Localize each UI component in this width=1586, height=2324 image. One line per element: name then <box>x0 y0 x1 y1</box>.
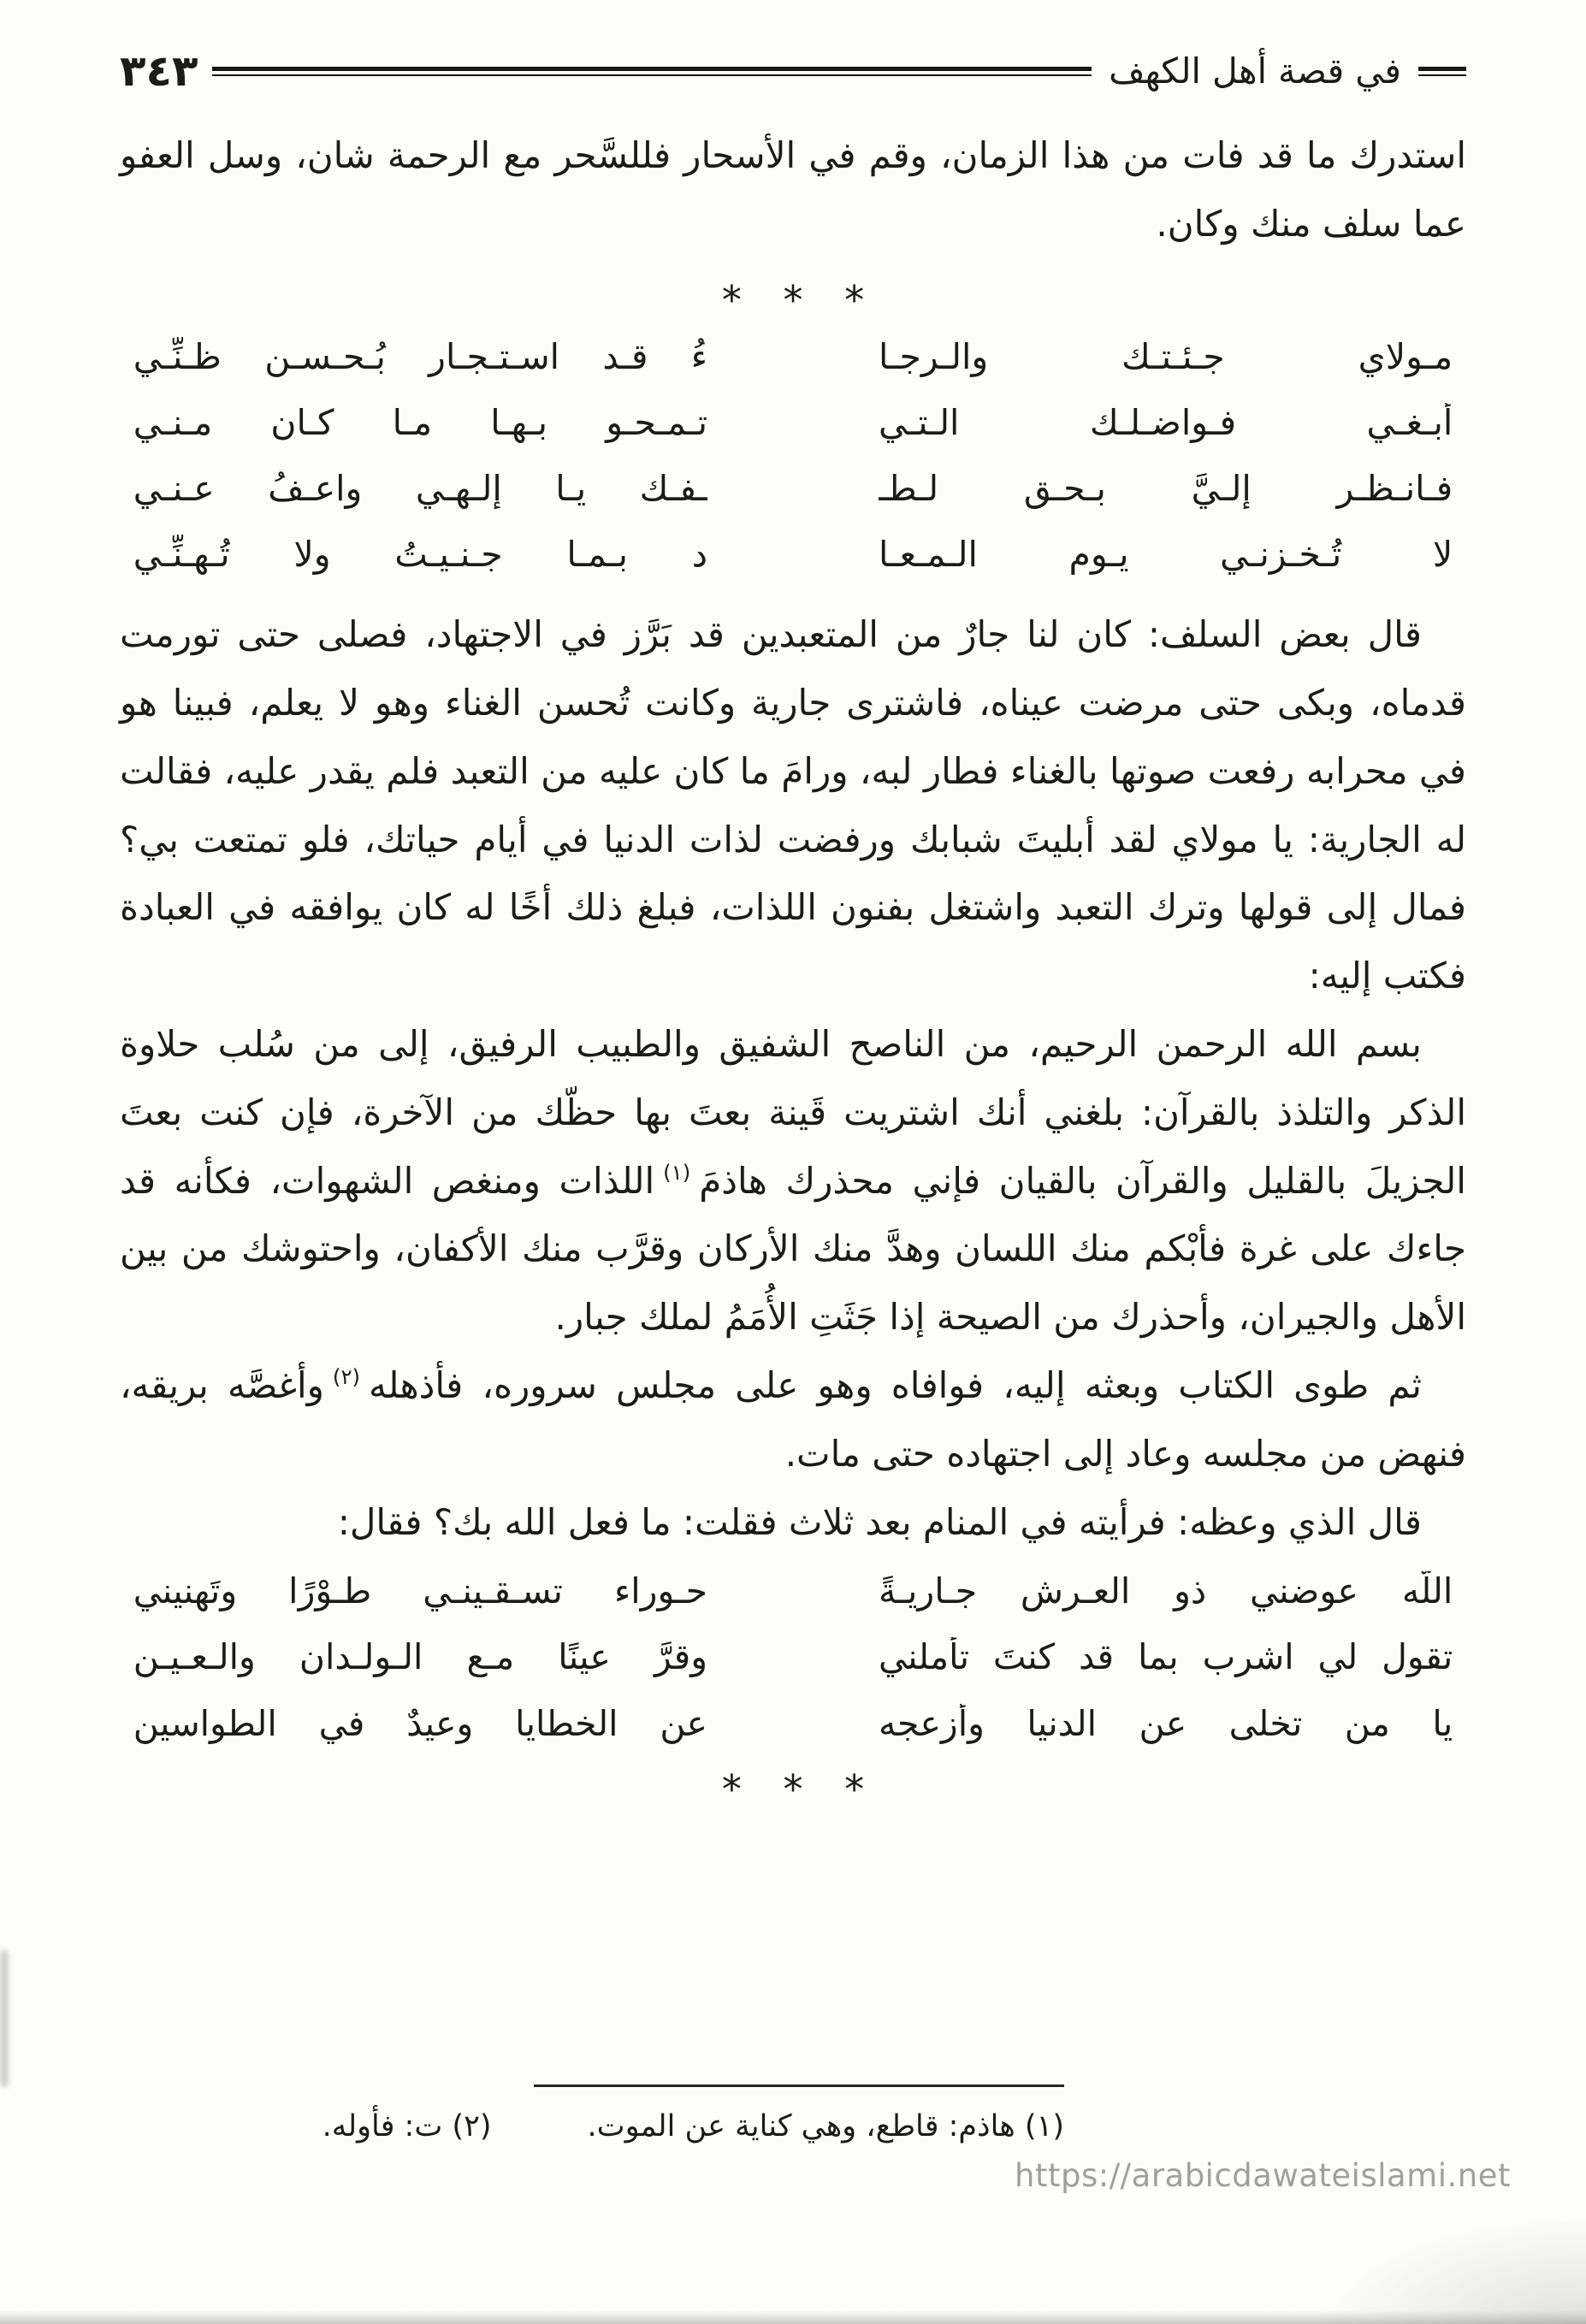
header-rule-stub <box>1418 67 1466 76</box>
running-title: في قصة أهل الكهف <box>1109 50 1401 92</box>
page-header <box>120 46 1466 96</box>
scan-artifact-bottom-edge <box>0 2310 1586 2324</box>
hemistich-right: فـانـظـر إلـيَّ بـحـق لـطـ <box>879 468 1453 509</box>
hemistich-left: عن الخطايا وعيدٌ في الطواسين <box>133 1703 707 1744</box>
poem-verse <box>133 337 1453 377</box>
poem-1 <box>133 337 1453 576</box>
hemistich-left: ءُ قـد اسـتـجـار بُـحـسـن ظـنِّـي <box>133 336 707 377</box>
hemistich-left: د بـمـا جـنـيـتُ ولا تُـهـنِّـي <box>133 535 707 576</box>
paragraph-salaf-story: قال بعض السلف: كان لنا جارٌ من المتعبدين قد بَرَّز في الاجتهاد، فصلى حتى تورمت قدماه، وبكى حتى مرضت عيناه، فاشترى جارية وكانت تُحسن الغناء وهو لا يعلم، فبينا هو في محرابه رفعت صوتها بالغناء فطار لبه، ورامَ ما كان عليه من التعبد فلم يقدر عليه، فقالت له الجارية: يا مولاي لقد أبليتَ شبابك ورفضت لذات الدنيا في أيام حياتك، فلو تمتعت بي؟ فمال إلى قولها وترك التعبد واشتغل بفنون اللذات، فبلغ ذلك أخًا له كان يوافقه في العبادة فكتب إليه: <box>120 613 1466 997</box>
hemistich-left: تـمـحـو بـهـا مـا كـان مـنـي <box>133 402 707 443</box>
footnote-marker-1: (١) <box>663 1159 691 1185</box>
letter-text-before-marker: بسم الله الرحمن الرحيم، من الناصح الشفيق والطبيب الرفيق، إلى من سُلب حلاوة الذكر والتلذذ بالقرآن: بلغني أنك اشتريت قَينة بعتَ بها حظّك من الآخرة، فإن كنت بعتَ الجزيلَ بالقليل والقرآن بالقيان فإني محذرك هاذمَ <box>120 1022 1466 1202</box>
hemistich-right: أبـغـي فـواضـلـك الـتـي <box>879 402 1453 443</box>
poem-verse <box>133 535 1453 575</box>
poem-verse <box>133 469 1453 509</box>
asterisk-separator: * * * <box>721 276 865 323</box>
hemistich-right: تقول لي اشرب بما قد كنتَ تأْملني <box>879 1637 1453 1678</box>
scan-artifact-left-smudge <box>0 1950 9 2087</box>
poem-verse <box>133 1704 1453 1744</box>
paragraph-intro: استدرك ما قد فات من هذا الزمان، وقم في الأسحار فللسَّحر مع الرحمة شان، وسل العفو عما سلف منك وكان. <box>120 134 1466 245</box>
footnote-line <box>120 2104 1466 2150</box>
footnote-divider <box>534 2085 1064 2087</box>
sent-text-after-marker: وأغصَّه بريقه، فنهض من مجلسه وعاد إلى اجتهاده حتى مات. <box>120 1363 1466 1475</box>
paragraph-letter-sent <box>120 1351 1466 1488</box>
hemistich-right: يا من تخلى عن الدنيا وأزعجه <box>879 1703 1453 1744</box>
footnote-1: (١) هاذم: قاطع، وهي كناية عن الموت. <box>587 2108 1064 2144</box>
poem-verse <box>133 1571 1453 1611</box>
hemistich-left: وقرَّ عينًا مـع الـولـدان والـعـيـن <box>133 1637 707 1678</box>
paragraph-dream: قال الذي وعظه: فرأيته في المنام بعد ثلاث فقلت: ما فعل الله بك؟ فقال: <box>337 1500 1422 1543</box>
asterisk-separator: * * * <box>721 1765 865 1812</box>
page-number: ٣٤٣ <box>120 46 198 96</box>
hemistich-right: مـولاي جـئـتـك والـرجـا <box>879 336 1453 377</box>
letter-text-after-marker: اللذات ومنغص الشهوات، فكأنه قد جاءك على غرة فأبْكم منك اللسان وهدَّ منك الأركان وقرَّب منك الأكفان، واحتوشك من بين الأهل والجيران، وأحذرك من الصيحة إذا جَثَتِ الأُمَمُ لملك جبار. <box>120 1159 1466 1339</box>
scan-artifact-corner-shade <box>1312 2213 1586 2324</box>
header-rule <box>212 67 1092 76</box>
poem-verse <box>133 1637 1453 1677</box>
hemistich-left: حـوراء تسـقـينـي طـوْرًا وتَهنيني <box>133 1571 707 1612</box>
hemistich-left: ـفـك يـا إلـهـي واعـفُ عـنـي <box>133 468 707 509</box>
poem-2 <box>133 1571 1453 1743</box>
hemistich-right: لا تُـخـزنـي يـوم الـمـعـا <box>879 535 1453 576</box>
footnote-2: (٢) ت: فأوله. <box>322 2108 492 2144</box>
page-body <box>120 121 1466 1812</box>
poem-verse <box>133 403 1453 443</box>
watermark-url: https://arabicdawateislami.net <box>1015 2157 1511 2194</box>
footnote-marker-2: (٢) <box>332 1363 361 1389</box>
sent-text-before-marker: ثم طوى الكتاب وبعثه إليه، فوافاه وهو على مجلس سروره، فأذهله <box>369 1363 1422 1406</box>
footnote-section <box>120 2085 1466 2150</box>
hemistich-right: اللَّه عوضني ذو العـرش جـاريـةً <box>879 1571 1453 1612</box>
paragraph-letter <box>120 1010 1466 1351</box>
